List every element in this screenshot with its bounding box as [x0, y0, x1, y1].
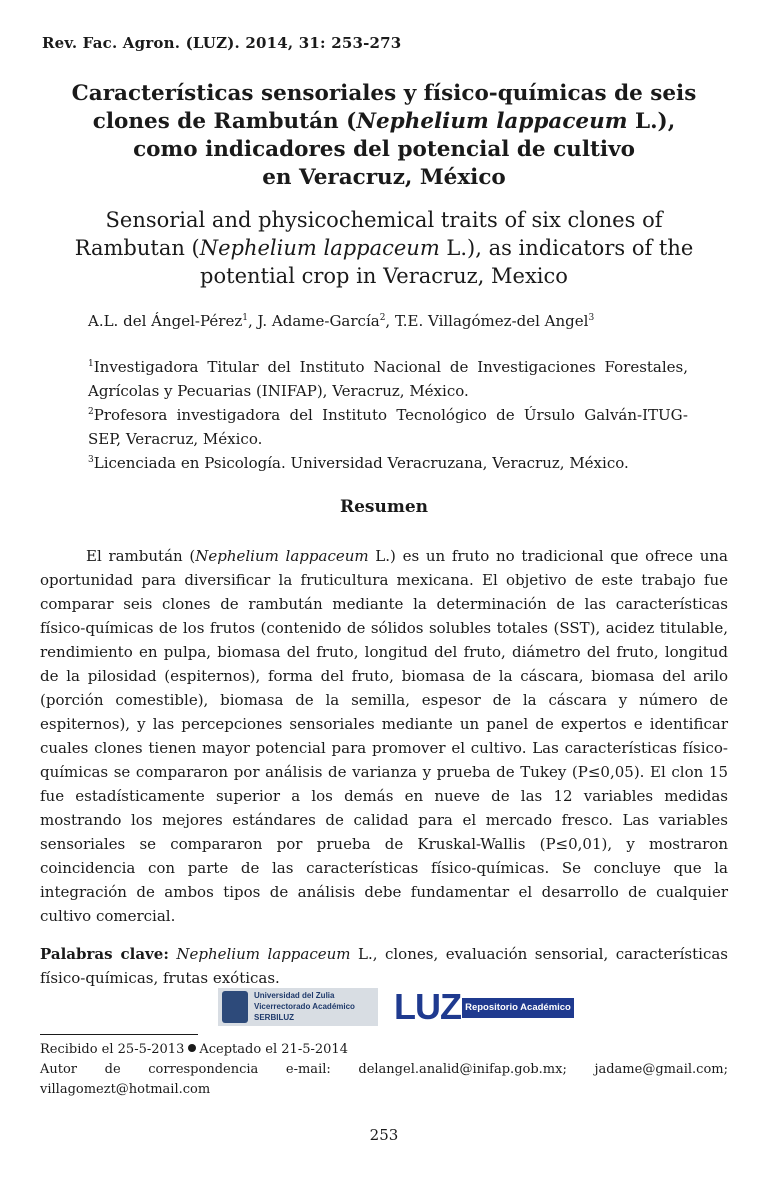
title-en-text: Rambutan (: [74, 236, 200, 260]
abstract-intro: El rambután (: [86, 547, 196, 565]
title-es-line-4: en Veracruz, México: [262, 165, 506, 190]
page-number: 253: [369, 1126, 399, 1144]
affiliation-text: Licenciada en Psicología. Universidad Veracruzana, Veracruz, México.: [93, 454, 629, 472]
abstract-text: L.) es un fruto no tradicional que ofrece una oportunidad para diversificar la fruticultura mexicana. El objetivo de este trabajo fue comparar seis clones de rambután mediante la determinación de las características físico-químicas de los frutos (contenido de sólidos solubles totales (SST), acidez titulable, rendimiento en pulpa, biomasa del fruto, longitud del fruto, diámetro del fruto, longitud de la pilosidad (espiternos), forma del fruto, biomasa de la cáscara, biomasa del arilo (porción comestible), biomasa de la semilla, espesor de la cáscara y número de espiternos), y las percepciones sensoriales mediante un panel de expertos e identificar cuales clones tienen mayor potencial para promover el cultivo. Las características físico-químicas se compararon por análisis de varianza y prueba de Tukey (P≤0,05). El clon 15 fue estadísticamente superior a los demás en nueve de las 12 variables medidas mostrando los mejores estándares de calidad para el mercado fresco. Las variables sensoriales se compararon por prueba de Kruskal-Wallis (P≤0,01), y mostraron coincidencia con parte de las características físico-químicas. Se concluye que la integración de ambos tipos de análisis debe fundamentar el desarrollo de cualquier cultivo comercial.: [40, 547, 728, 925]
affiliation-number: 1: [88, 359, 94, 369]
species-name: Nephelium lappaceum: [195, 547, 369, 565]
author-name: T.E. Villagómez-del Angel: [394, 312, 589, 330]
species-name: Nephelium lappaceum: [168, 945, 351, 963]
affiliation-item: [88, 355, 688, 403]
dates-line: [40, 1040, 728, 1060]
journal-citation: Rev. Fac. Agron. (LUZ). 2014, 31: 253-273: [42, 34, 402, 52]
keywords-label: Palabras clave:: [40, 945, 169, 963]
title-spanish: [40, 80, 728, 192]
title-en-text: L.), as indicators of the: [439, 236, 694, 260]
affiliation-marker: 2: [379, 313, 386, 323]
author-name: J. Adame-García: [257, 312, 380, 330]
correspondence: Autor de correspondencia e-mail: delangel.analid@inifap.gob.mx; jadame@gmail.com; villagomezt@hotmail.com: [40, 1062, 728, 1097]
title-en-line-2: [36, 234, 732, 262]
affiliation-item: [88, 403, 688, 451]
abstract-heading: Resumen: [339, 497, 429, 517]
university-banner: [218, 988, 378, 1026]
logo-repository: Repositorio Académico: [462, 998, 574, 1018]
logo-vicerrectorado: Vicerrectorado Académico: [254, 1002, 355, 1011]
logo-university: Universidad del Zulia: [254, 991, 335, 1000]
title-es-text: clones de Rambután (: [92, 109, 357, 134]
title-en-line-1: Sensorial and physicochemical traits of six clones of: [105, 208, 663, 232]
affiliation-number: 3: [88, 455, 94, 465]
separator: ,: [247, 312, 258, 330]
title-es-text: L.),: [627, 109, 676, 134]
affiliation-text: Profesora investigadora del Instituto Tecnológico de Úrsulo Galván-ITUG-SEP, Veracruz, México.: [88, 406, 688, 448]
affiliation-item: [88, 451, 688, 475]
affiliation-text: Investigadora Titular del Instituto Nacional de Investigaciones Forestales, Agrícolas y Pecuarias (INIFAP), Veracruz, México.: [88, 358, 688, 400]
abstract-body: [40, 544, 728, 928]
logo-serbiluz: SERBILUZ: [254, 1013, 294, 1022]
title-es-line-3: como indicadores del potencial de cultivo: [133, 137, 635, 162]
author-name: A.L. del Ángel-Pérez: [88, 312, 243, 330]
repository-watermark: [218, 988, 574, 1026]
keywords-text: L., clones, evaluación sensorial, características físico-químicas, frutas exóticas.: [40, 945, 728, 987]
keywords: [40, 942, 728, 990]
footnote: [40, 1040, 728, 1100]
footnote-divider: [40, 1034, 198, 1035]
title-en-line-3: potential crop in Veracruz, Mexico: [200, 264, 568, 288]
species-name: Nephelium lappaceum: [199, 236, 440, 260]
affiliation-marker: 1: [242, 313, 248, 323]
affiliation-marker: 3: [588, 313, 595, 323]
bullet-icon: [188, 1044, 196, 1052]
separator: ,: [385, 312, 395, 330]
title-english: [36, 206, 732, 290]
university-seal-icon: [222, 991, 248, 1023]
logo-luz: LUZ: [394, 986, 461, 1027]
title-es-line-1: Características sensoriales y físico-químicas de seis: [71, 81, 697, 106]
accepted-date: Aceptado el 21-5-2014: [199, 1042, 348, 1057]
affiliation-number: 2: [88, 407, 94, 417]
species-name: Nephelium lappaceum: [356, 109, 628, 134]
author-list: [88, 312, 594, 330]
affiliations: [88, 355, 688, 475]
title-es-line-2: [40, 108, 728, 136]
received-date: Recibido el 25-5-2013: [40, 1042, 185, 1057]
